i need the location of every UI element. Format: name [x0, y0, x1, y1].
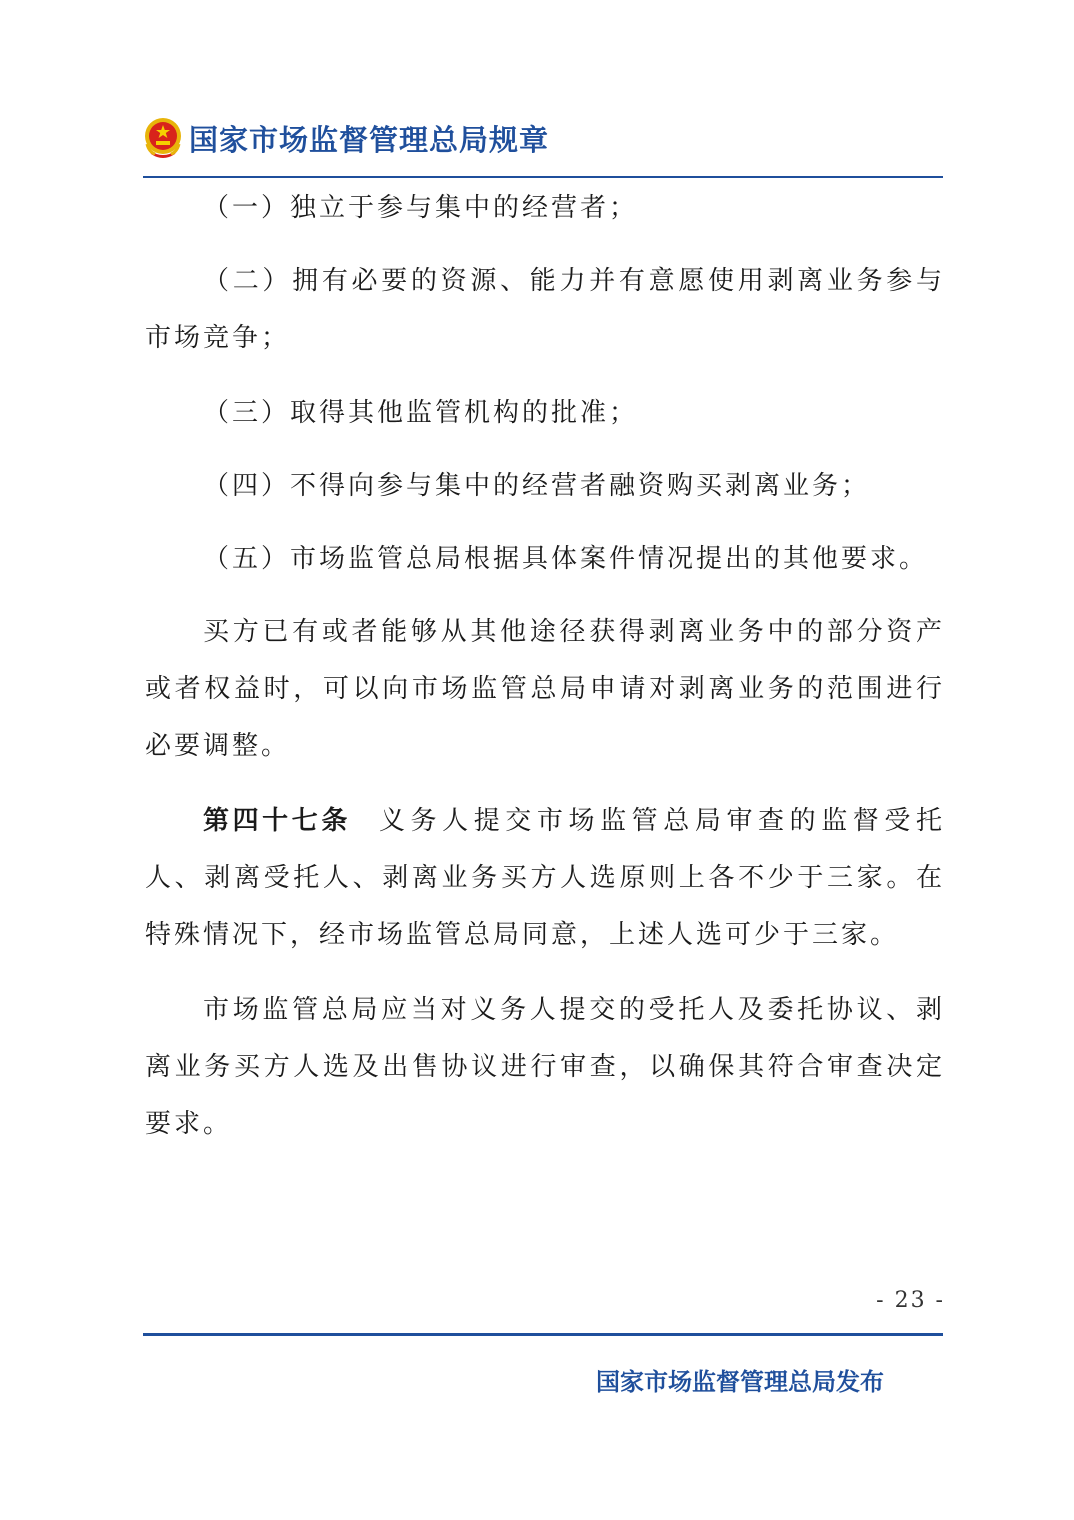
article-label: 第四十七条	[203, 806, 351, 836]
page-number: - 23 -	[876, 1288, 945, 1313]
clause-4: （四）不得向参与集中的经营者融资购买剥离业务；	[203, 471, 871, 501]
clause-5: （五）市场监管总局根据具体案件情况提出的其他要求。	[203, 544, 929, 574]
clause-2: （二）拥有必要的资源、能力并有意愿使用剥离业务参与市场竞争；	[145, 266, 945, 353]
header-title: 国家市场监督管理总局规章	[189, 122, 550, 157]
buyer-adjustment-paragraph: 买方已有或者能够从其他途径获得剥离业务中的部分资产或者权益时，可以向市场监管总局申请对剥离业务的范围进行必要调整。	[145, 617, 945, 761]
article-text: 义务人提交市场监管总局审查的监督受托人、剥离受托人、剥离业务买方人选原则上各不少于三家。在特殊情况下，经市场监管总局同意，上述人选可少于三家。	[145, 806, 945, 950]
national-emblem-icon	[143, 116, 183, 160]
article-47-paragraph	[145, 793, 945, 964]
review-paragraph: 市场监管总局应当对义务人提交的受托人及委托协议、剥离业务买方人选及出售协议进行审查，以确保其符合审查决定要求。	[145, 995, 945, 1139]
clause-3: （三）取得其他监管机构的批准；	[203, 398, 639, 428]
header-divider	[143, 176, 943, 178]
clause-1: （一）独立于参与集中的经营者；	[203, 193, 639, 223]
page-header	[143, 112, 943, 164]
document-body	[145, 180, 945, 1171]
footer-divider	[143, 1333, 943, 1336]
footer-publisher: 国家市场监督管理总局发布	[596, 1368, 884, 1396]
